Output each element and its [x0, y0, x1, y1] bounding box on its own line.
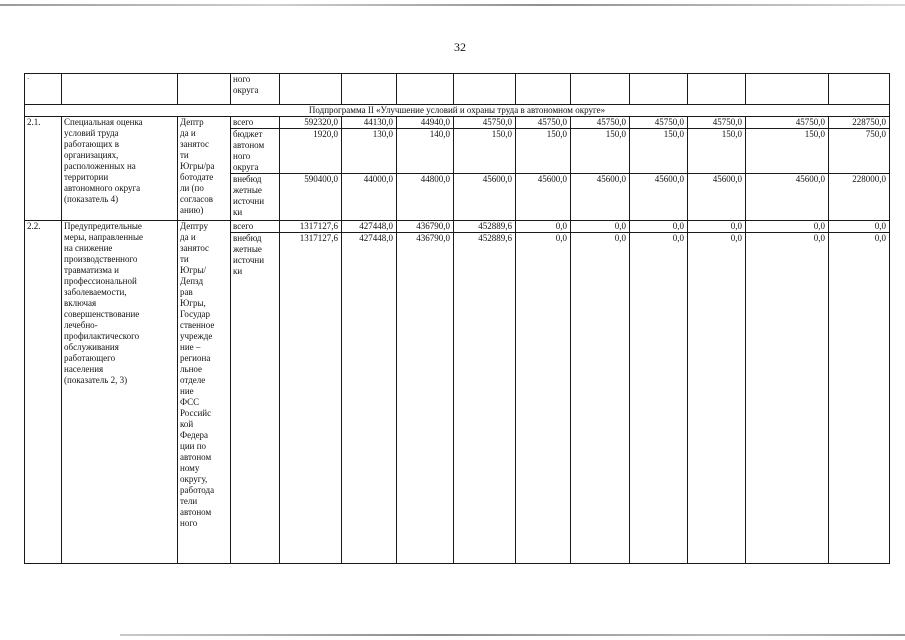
value-year: 45750,0 — [746, 117, 829, 129]
item-number: 2.2. — [25, 221, 62, 564]
value-year: 45600,0 — [516, 174, 571, 221]
value-year: 0,0 — [630, 233, 688, 564]
value-year: 45750,0 — [516, 117, 571, 129]
value-total: 592320,0 — [280, 117, 342, 129]
value-year: 436790,0 — [397, 233, 454, 564]
blank-cell — [829, 74, 890, 105]
funding-source: внебюд жетные источни ки — [231, 233, 280, 564]
value-year: 427448,0 — [342, 221, 397, 233]
value-year: 150,0 — [571, 129, 630, 174]
value-year: 150,0 — [454, 129, 516, 174]
value-period: 228000,0 — [829, 174, 890, 221]
page-number: 32 — [454, 40, 466, 54]
value-year: 130,0 — [342, 129, 397, 174]
continuation-row — [25, 74, 890, 105]
value-year: 0,0 — [571, 221, 630, 233]
value-year: 0,0 — [571, 233, 630, 564]
value-year: 436790,0 — [397, 221, 454, 233]
value-year: 0,0 — [516, 233, 571, 564]
value-total: 1317127,6 — [280, 233, 342, 564]
item-executor: Дептр да и занятос ти Югры/ра ботодате ли (по согласов анию) — [178, 117, 231, 221]
funding-source: бюджет автоном ного округа — [231, 129, 280, 174]
blank-cell — [280, 74, 342, 105]
program-table — [24, 73, 890, 564]
funding-source: внебюд жетные источни ки — [231, 174, 280, 221]
value-year: 0,0 — [630, 221, 688, 233]
source-cell: ного округа — [231, 74, 280, 105]
blank-cell — [630, 74, 688, 105]
item-name: Специальная оценка условий труда работающих в организациях, расположенных на территории автономного округа (показатель 4) — [62, 117, 178, 221]
value-year: 427448,0 — [342, 233, 397, 564]
value-total: 1920,0 — [280, 129, 342, 174]
value-year: 45750,0 — [688, 117, 746, 129]
value-year: 0,0 — [746, 233, 829, 564]
blank-cell — [454, 74, 516, 105]
subprogram-row — [25, 105, 890, 117]
value-year: 44000,0 — [342, 174, 397, 221]
value-year: 44800,0 — [397, 174, 454, 221]
table-row — [25, 221, 890, 233]
blank-cell — [178, 74, 231, 105]
blank-cell — [516, 74, 571, 105]
value-year: 45600,0 — [746, 174, 829, 221]
blank-cell — [746, 74, 829, 105]
table-row — [25, 117, 890, 129]
value-period: 228750,0 — [829, 117, 890, 129]
value-year: 45600,0 — [630, 174, 688, 221]
item-executor: Дептру да и занятос ти Югры/ Депзд рав Югры, Государ ственное учрежде ние – региона льное отделе ние ФСС Российс кой Федера ции по автоном ному округу, работода тели автоном ного — [178, 221, 231, 564]
value-year: 45600,0 — [454, 174, 516, 221]
item-number: 2.1. — [25, 117, 62, 221]
value-period: 0,0 — [829, 233, 890, 564]
value-year: 45600,0 — [688, 174, 746, 221]
value-period: 0,0 — [829, 221, 890, 233]
blank-cell — [342, 74, 397, 105]
value-year: 45750,0 — [571, 117, 630, 129]
value-year: 44940,0 — [397, 117, 454, 129]
subprogram-title: Подпрограмма II «Улучшение условий и охраны труда в автономном округе» — [25, 105, 890, 117]
value-year: 452889,6 — [454, 221, 516, 233]
value-year: 45750,0 — [454, 117, 516, 129]
value-year: 0,0 — [746, 221, 829, 233]
value-year: 0,0 — [516, 221, 571, 233]
value-year: 150,0 — [630, 129, 688, 174]
value-year: 140,0 — [397, 129, 454, 174]
value-period: 750,0 — [829, 129, 890, 174]
value-year: 150,0 — [746, 129, 829, 174]
blank-cell — [688, 74, 746, 105]
row-marker: · — [25, 74, 62, 105]
blank-cell — [62, 74, 178, 105]
funding-source: всего — [231, 117, 280, 129]
blank-cell — [571, 74, 630, 105]
value-year: 45600,0 — [571, 174, 630, 221]
value-year: 44130,0 — [342, 117, 397, 129]
value-year: 0,0 — [688, 221, 746, 233]
blank-cell — [397, 74, 454, 105]
value-total: 1317127,6 — [280, 221, 342, 233]
funding-source: всего — [231, 221, 280, 233]
value-year: 452889,6 — [454, 233, 516, 564]
value-year: 0,0 — [688, 233, 746, 564]
value-total: 590400,0 — [280, 174, 342, 221]
scan-edge-top — [0, 4, 905, 6]
value-year: 150,0 — [516, 129, 571, 174]
value-year: 45750,0 — [630, 117, 688, 129]
value-year: 150,0 — [688, 129, 746, 174]
item-name: Предупредительные меры, направленные на снижение производственного травматизма и профессиональной заболеваемости, включая совершенствование лечебно- профилактического обслуживания работающего населения (показатель 2, 3) — [62, 221, 178, 564]
scan-edge-bottom — [120, 634, 905, 636]
